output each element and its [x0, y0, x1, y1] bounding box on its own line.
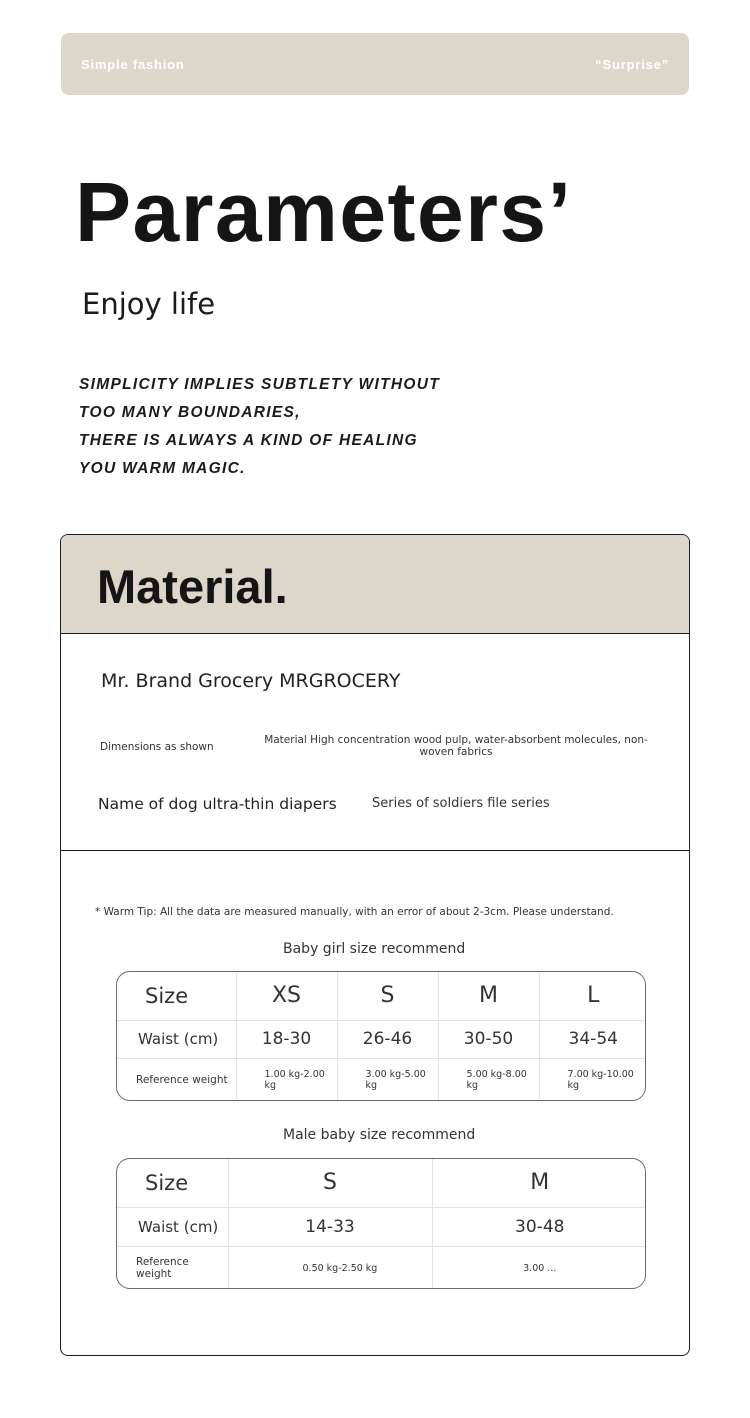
weight-label: Reference weight: [117, 1246, 228, 1289]
waist-row: [117, 1207, 646, 1246]
waist-label: [117, 1020, 236, 1058]
weight-cell: 0.50 kg-2.50 kg: [228, 1246, 432, 1289]
waist-cell: 30-50: [438, 1020, 539, 1058]
page-subtitle: Enjoy life: [82, 287, 216, 321]
weight-cell: 3.00 kg-5.00 kg: [337, 1058, 438, 1101]
weight-cell: 3.00 ...: [432, 1246, 646, 1289]
warm-tip: * Warm Tip: All the data are measured manually, with an error of about 2-3cm. Please understand.: [95, 906, 614, 918]
dimensions-text: Dimensions as shown: [100, 741, 214, 753]
waist-cell: 26-46: [337, 1020, 438, 1058]
size-cell: S: [337, 972, 438, 1020]
waist-cell: 14-33: [228, 1207, 432, 1246]
quote-line: SIMPLICITY IMPLIES SUBTLETY WITHOUT: [79, 376, 440, 393]
quote-line: TOO MANY BOUNDARIES,: [79, 404, 301, 421]
brand-text: Mr. Brand Grocery MRGROCERY: [101, 670, 401, 692]
waist-row: [117, 1020, 646, 1058]
waist-cell: 18-30: [236, 1020, 337, 1058]
waist-label-text: Waist: [138, 1030, 179, 1048]
waist-label: [117, 1207, 228, 1246]
weight-label: Reference weight: [117, 1058, 236, 1101]
waist-label-text: Waist: [138, 1217, 179, 1236]
banner-left-text: Simple fashion: [81, 57, 185, 72]
size-cell: L: [539, 972, 646, 1020]
page-title: Parameters’: [75, 165, 573, 259]
product-name-text: Name of dog ultra-thin diapers: [98, 795, 337, 813]
boy-table-caption: Male baby size recommend: [283, 1127, 476, 1143]
material-card: [60, 534, 690, 1356]
series-text: Series of soldiers file series: [372, 796, 550, 811]
size-cell: M: [432, 1159, 646, 1207]
size-cell: S: [228, 1159, 432, 1207]
section-divider: [61, 850, 689, 851]
top-banner: [61, 33, 689, 95]
weight-row: [117, 1246, 646, 1289]
material-header: [61, 535, 689, 634]
weight-cell: 5.00 kg-8.00 kg: [438, 1058, 539, 1101]
weight-row: [117, 1058, 646, 1101]
material-title: Material.: [97, 560, 288, 613]
waist-cell: 30-48: [432, 1207, 646, 1246]
quote-line: THERE IS ALWAYS A KIND OF HEALING: [79, 432, 418, 449]
size-label: Size: [117, 972, 236, 1020]
size-row: [117, 972, 646, 1020]
boy-size-table: [116, 1158, 646, 1289]
size-cell: XS: [236, 972, 337, 1020]
material-text: Material High concentration wood pulp, water-absorbent molecules, non-woven fabrics: [264, 734, 648, 758]
waist-unit: (cm): [183, 1217, 219, 1236]
waist-unit: (cm): [183, 1030, 219, 1048]
quote-block: [79, 371, 499, 483]
quote-line: YOU WARM MAGIC.: [79, 460, 246, 477]
size-row: [117, 1159, 646, 1207]
size-cell: M: [438, 972, 539, 1020]
girl-table-caption: Baby girl size recommend: [283, 941, 466, 957]
size-label: Size: [117, 1159, 228, 1207]
weight-cell: 1.00 kg-2.00 kg: [236, 1058, 337, 1101]
girl-size-table: [116, 971, 646, 1101]
weight-cell: 7.00 kg-10.00 kg: [539, 1058, 646, 1101]
banner-right-text: “Surprise”: [595, 57, 669, 72]
waist-cell: 34-54: [539, 1020, 646, 1058]
